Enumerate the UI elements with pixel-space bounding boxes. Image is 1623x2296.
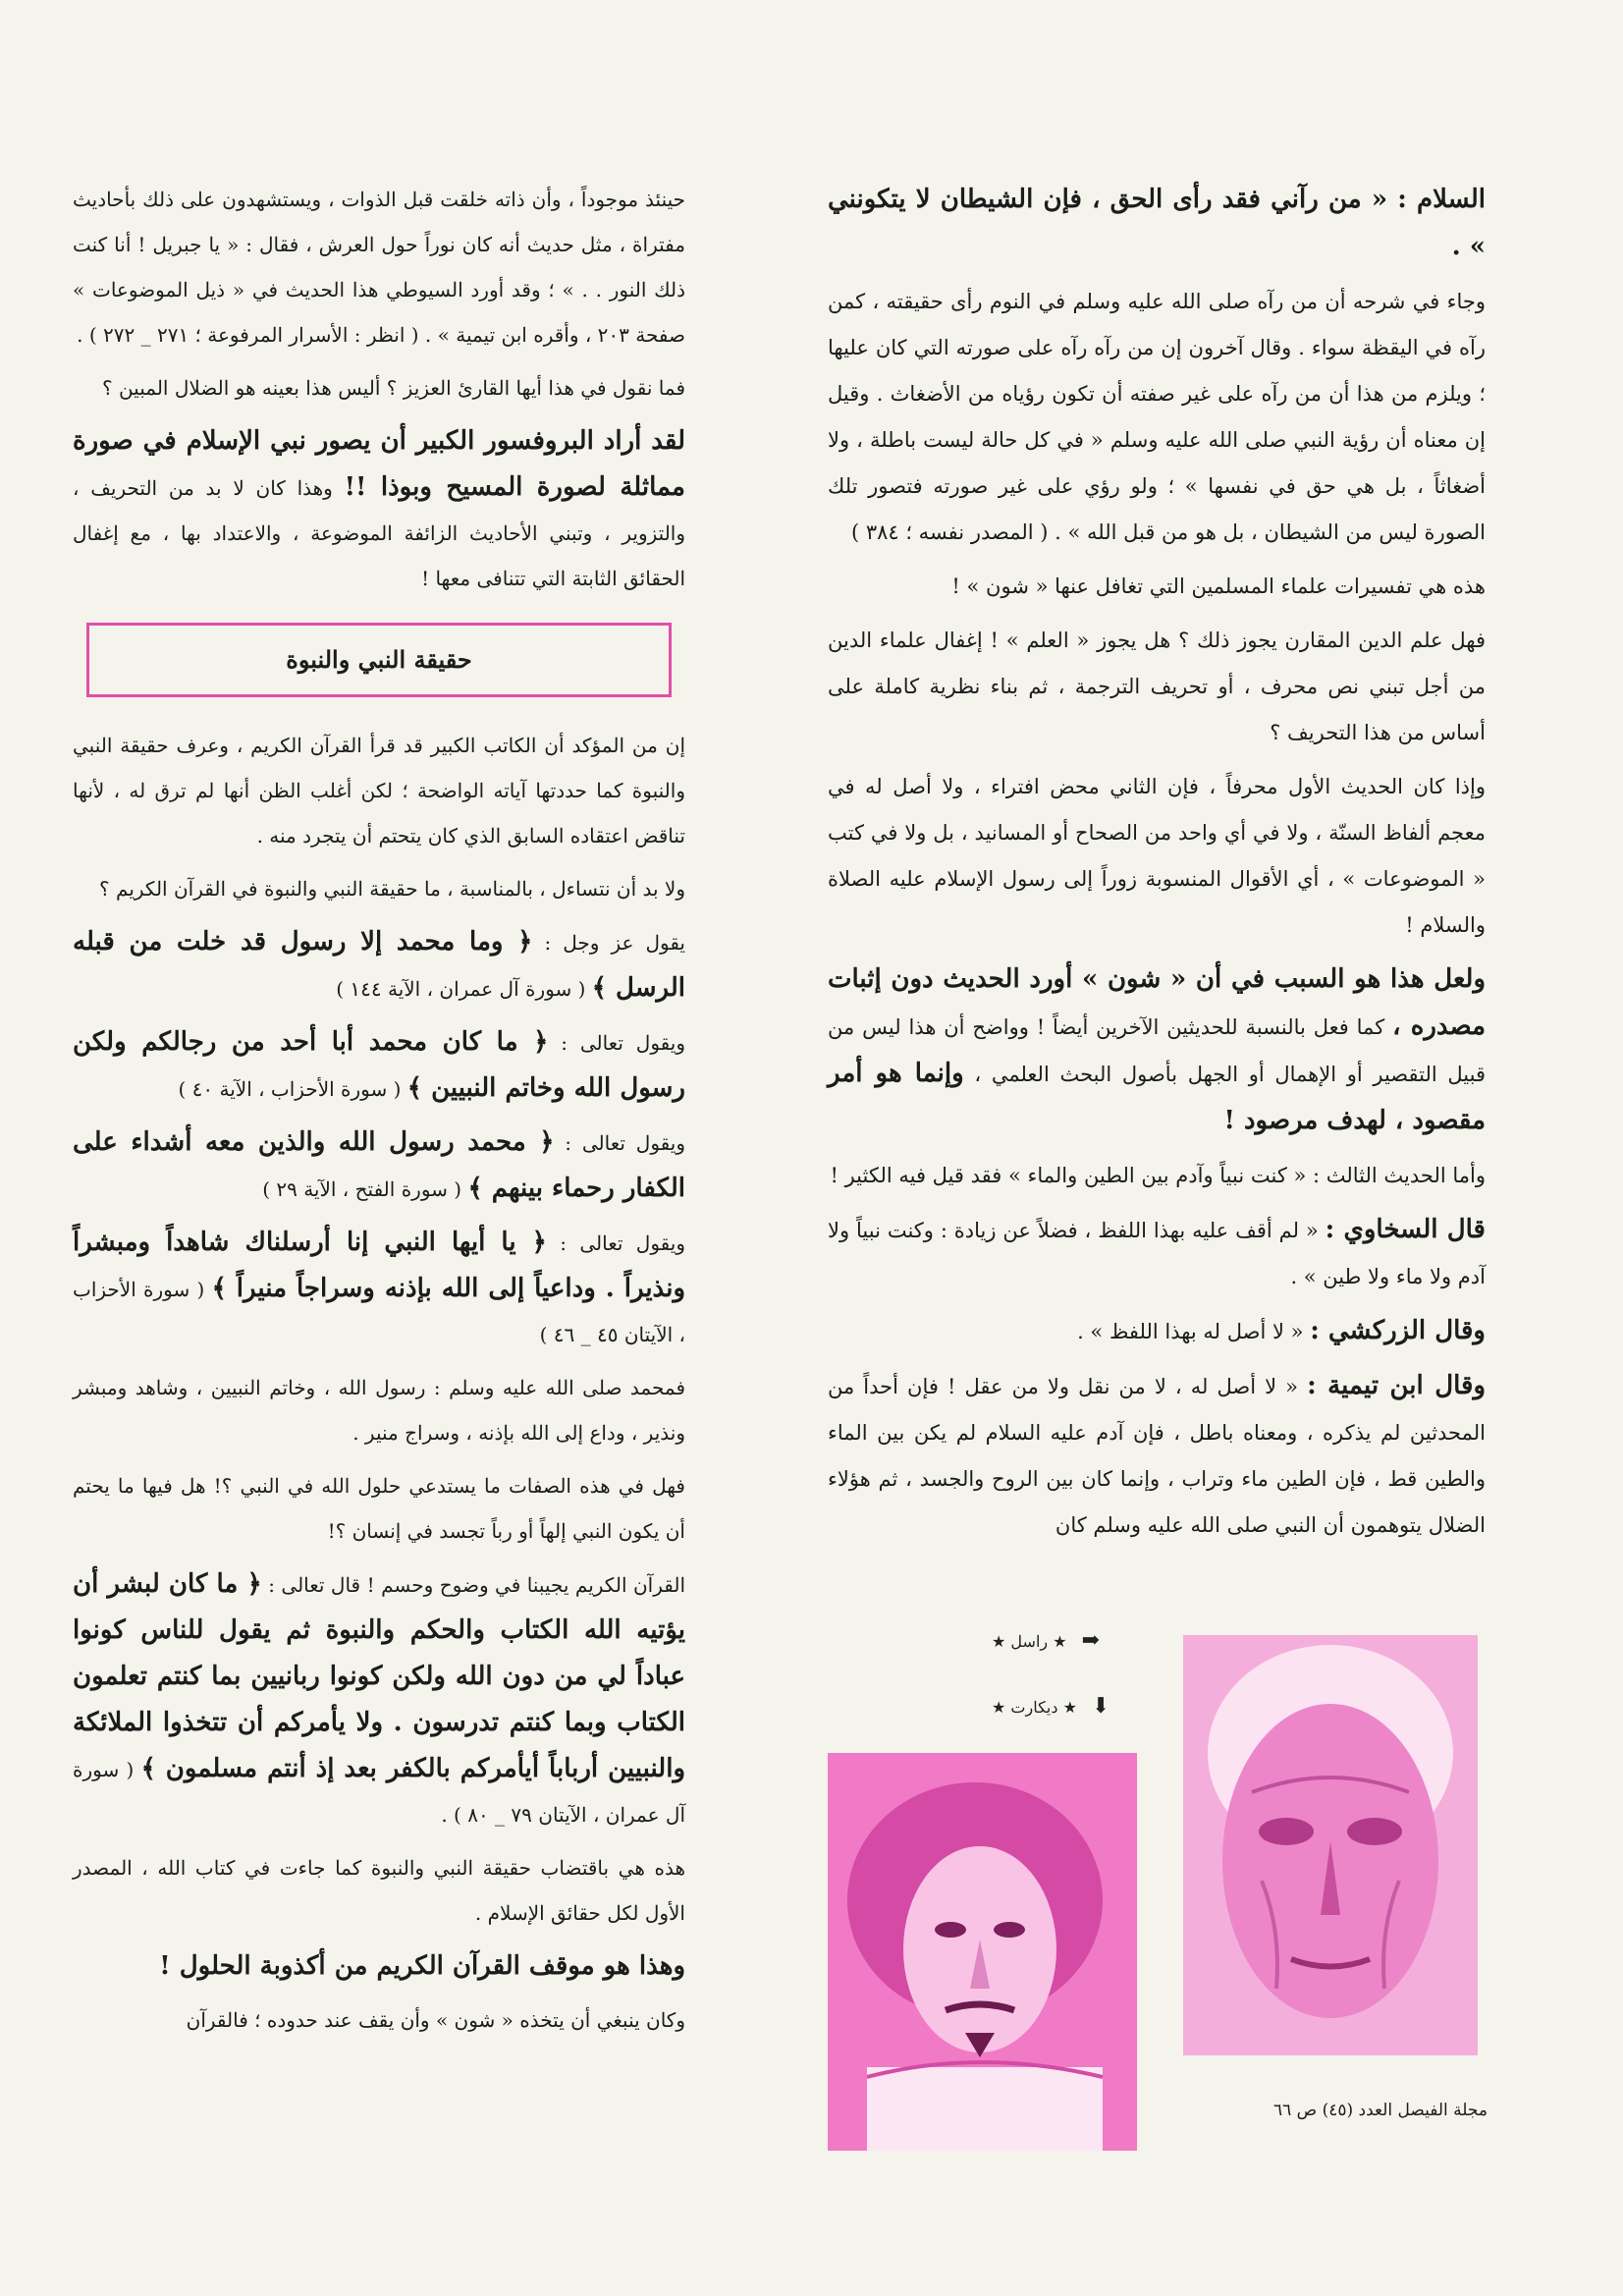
- text-run: « لا أصل له ، لا من نقل ولا من عقل ! فإن أحداً من المحدثين لم يذكره ، ومعناه باطل ، فإن آدم عليه السلام لم يكن بين الماء والطين قط ، فإن الطين ماء وتراب ، وإنما كان بين الروح والجسد ، ثم هؤلاء الضلال يتوهمون أن النبي صلى الله عليه وسلم كان: [828, 1375, 1486, 1537]
- quran-verse: ﴿ محمد رسول الله والذين معه أشداء على الكفار رحماء بينهم ﴾: [73, 1127, 685, 1203]
- bold-phrase: ولعل هذا هو السبب في أن « شون » أورد الحديث دون إثبات مصدره ،: [828, 964, 1487, 1041]
- quran-verse: ﴿ يا أيها النبي إنا أرسلناك شاهداً ومبشراً ونذيراً . وداعياً إلى الله بإذنه وسراجاً منيراً ﴾: [73, 1228, 686, 1303]
- paragraph: إن من المؤكد أن الكاتب الكبير قد قرأ القرآن الكريم ، وعرف حقيقة النبي والنبوة كما حددتها آياته الواضحة ؛ لكن أغلب الظن أنها لم ترق له ، لأنها تناقض اعتقاده السابق الذي كان يتحتم أن يتجرد منه .: [73, 734, 685, 847]
- speaker-name: قال السخاوي :: [1325, 1215, 1486, 1244]
- section-heading: حقيقة النبي والنبوة: [86, 623, 672, 697]
- arrow-right-icon: ➡: [1081, 1628, 1101, 1653]
- text-run: « لا أصل له بهذا اللفظ » .: [1077, 1320, 1304, 1343]
- paragraph: وجاء في شرحه أن من رآه صلى الله عليه وسلم في النوم رأى حقيقته ، كمن رآه في اليقظة سواء . وقال آخرون إن من رآه رآه على صورته التي كان عليها ؛ ويلزم من هذا أن من رآه على غير صفته أن تكون رؤياه من الأضغاث . وقيل إن معناه أن رؤية النبي صلى الله عليه وسلم « في كل حالة ليست باطلة ، ولا أضغاثاً ، بل هي حق في نفسها » ؛ ولو رؤي على غير صورته فتصور تلك الصورة ليس من الشيطان ، بل هو من قبل الله » . ( المصدر نفسه ؛ ٣٨٤ ): [828, 290, 1486, 544]
- verse-paragraph: يقول عز وجل : ﴿ وما محمد إلا رسول قد خلت من قبله الرسل ﴾ ( سورة آل عمران ، الآية ١٤٤ ): [73, 927, 686, 1003]
- paragraph: هذه هي تفسيرات علماء المسلمين التي تغافل عنها « شون » !: [951, 574, 1486, 598]
- caption-descartes: ⬇ ★ ديكارت ★: [992, 1694, 1110, 1719]
- paragraph: فمحمد صلى الله عليه وسلم : رسول الله ، وخاتم النبيين ، وشاهد ومبشر ونذير ، وداع إلى الله بإذنه ، وسراج منير .: [73, 1376, 685, 1445]
- quran-verse: ﴿ ما كان محمد أبا أحد من رجالكم ولكن رسول الله وخاتم النبيين ﴾: [73, 1027, 685, 1103]
- verse-paragraph: ويقول تعالى : ﴿ يا أيها النبي إنا أرسلناك شاهداً ومبشراً ونذيراً . وداعياً إلى الله بإذنه وسراجاً منيراً ﴾ ( سورة الأحزاب ، الآيتان ٤٥ _ ٤٦ ): [73, 1228, 686, 1346]
- verse-paragraph: ويقول تعالى : ﴿ محمد رسول الله والذين معه أشداء على الكفار رحماء بينهم ﴾ ( سورة الفتح ، الآية ٢٩ ): [73, 1127, 686, 1203]
- text-run: كما فعل بالنسبة للحديثين الآخرين أيضاً ! وواضح أن هذا ليس من قبيل التقصير أو الإهمال أو الجهل بأصول البحث العلمي ،: [828, 1015, 1486, 1086]
- verse-paragraph: ويقول تعالى : ﴿ ما كان محمد أبا أحد من رجالكم ولكن رسول الله وخاتم النبيين ﴾ ( سورة الأحزاب ، الآية ٤٠ ): [73, 1027, 685, 1103]
- paragraph: حينئذ موجوداً ، وأن ذاته خلقت قبل الذوات ، ويستشهدون على ذلك بأحاديث مفتراة ، مثل حديث أنه كان نوراً حول العرش ، فقال : « يا جبريل ! أنا كنت ذلك النور . . » ؛ وقد أورد السيوطي هذا الحديث في « ذيل الموضوعات » صفحة ٢٠٣ ، وأقره ابن تيمية » . ( انظر : الأسرار المرفوعة ؛ ٢٧١ _ ٢٧٢ ) .: [73, 188, 685, 347]
- page-footer: مجلة الفيصل العدد (٤٥) ص ٦٦: [1272, 2101, 1488, 2120]
- text-run: « لم أقف عليه بهذا اللفظ ، فضلاً عن زيادة : وكنت نبياً ولا آدم ولا ماء ولا طين » .: [828, 1219, 1486, 1288]
- paragraph: وكان ينبغي أن يتخذه « شون » وأن يقف عند حدوده ؛ فالقرآن: [186, 2008, 685, 2032]
- verse-paragraph: القرآن الكريم يجيبنا في وضوح وحسم ! قال تعالى : ﴿ ما كان لبشر أن يؤتيه الله الكتاب والحكم والنبوة ثم يقول للناس كونوا عباداً لي من دون الله ولكن كونوا ربانيين بما كنتم تعلمون الكتاب وبما كنتم تدرسون . ولا يأمركم أن تتخذوا الملائكة والنبيين أرباباً أيأمركم بالكفر بعد إذ أنتم مسلمون ﴾ ( سورة آل عمران ، الآيتان ٧٩ _ ٨٠ ) .: [73, 1569, 686, 1827]
- quran-verse: ﴿ وما محمد إلا رسول قد خلت من قبله الرسل ﴾: [73, 927, 685, 1003]
- speaker-name: وقال الزركشي :: [1310, 1316, 1486, 1345]
- verse-reference: ( سورة الأحزاب ، الآيتان ٤٥ _ ٤٦ ): [73, 1278, 685, 1346]
- paragraph: [828, 1363, 1486, 1549]
- paragraph: فما نقول في هذا أيها القارئ العزيز ؟ أليس هذا بعينه هو الضلال المبين ؟: [101, 376, 685, 400]
- bold-phrase: وإنما هو أمر مقصود ، لهدف مرصود !: [828, 1059, 1486, 1135]
- bold-phrase: وهذا هو موقف القرآن الكريم من أكذوبة الحلول !: [159, 1951, 685, 1981]
- verse-reference: ( سورة آل عمران ، الآية ١٤٤ ): [336, 977, 586, 1001]
- text-run: وهذا كان لا بد من التحريف ، والتزوير ، وتبني الأحاديث الزائفة الموضوعة ، والاعتداد بها ، مع إغفال الحقائق الثابتة التي تتنافى معها !: [73, 476, 685, 590]
- arrow-down-icon: ⬇: [1092, 1694, 1110, 1719]
- photo-russell: [1183, 1635, 1478, 2055]
- paragraph: [73, 1943, 685, 1990]
- paragraph: ولا بد أن نتساءل ، بالمناسبة ، ما حقيقة النبي والنبوة في القرآن الكريم ؟: [99, 877, 685, 901]
- right-column: [828, 177, 1486, 1557]
- verse-reference: ( سورة الفتح ، الآية ٢٩ ): [262, 1177, 462, 1201]
- speaker-name: وقال ابن تيمية :: [1307, 1371, 1486, 1400]
- paragraph: وأما الحديث الثالث : « كنت نبياً وآدم بين الطين والماء » فقد قيل فيه الكثير !: [830, 1164, 1486, 1187]
- paragraph: [73, 418, 685, 601]
- caption-russell: ➡ ★ راسل ★: [992, 1628, 1101, 1653]
- paragraph: [828, 1308, 1486, 1355]
- verse-reference: ( سورة آل عمران ، الآيتان ٧٩ _ ٨٠ ) .: [73, 1758, 685, 1827]
- photo-descartes: [828, 1753, 1137, 2151]
- paragraph: فهل في هذه الصفات ما يستدعي حلول الله في النبي ؟! هل فيها ما يحتم أن يكون النبي إلهاً أو رباً تجسد في إنسان ؟!: [73, 1474, 685, 1543]
- paragraph: [828, 1207, 1486, 1300]
- verse-reference: ( سورة الأحزاب ، الآية ٤٠ ): [178, 1077, 402, 1101]
- paragraph: هذه هي باقتضاب حقيقة النبي والنبوة كما جاءت في كتاب الله ، المصدر الأول لكل حقائق الإسلام .: [73, 1856, 685, 1925]
- paragraph: فهل علم الدين المقارن يجوز ذلك ؟ هل يجوز « العلم » ! إغفال علماء الدين من أجل تبني نص محرف ، أو تحريف الترجمة ، ثم بناء نظرية كاملة على أساس من هذا التحريف ؟: [828, 629, 1486, 744]
- quran-verse: ﴿ ما كان لبشر أن يؤتيه الله الكتاب والحكم والنبوة ثم يقول للناس كونوا عباداً لي من دون الله ولكن كونوا ربانيين بما كنتم تعلمون الكتاب وبما كنتم تدرسون . ولا يأمركم أن تتخذوا الملائكة والنبيين أرباباً أيأمركم بالكفر بعد إذ أنتم مسلمون ﴾: [73, 1569, 685, 1783]
- paragraph: [828, 957, 1486, 1145]
- left-column: [73, 177, 685, 2050]
- paragraph: السلام : « من رآني فقد رأى الحق ، فإن الشيطان لا يتكونني » .: [828, 185, 1486, 261]
- bold-phrase: لقد أراد البروفسور الكبير أن يصور نبي الإسلام في صورة مماثلة لصورة المسيح وبوذا !!: [73, 426, 685, 502]
- paragraph: وإذا كان الحديث الأول محرفاً ، فإن الثاني محض افتراء ، ولا أصل له في معجم ألفاظ السنّة ، ولا في أي واحد من الصحاح أو المسانيد ، بل ولا في كتب « الموضوعات » ، أي الأقوال المنسوبة زوراً إلى رسول الإسلام عليه الصلاة والسلام !: [828, 775, 1486, 937]
